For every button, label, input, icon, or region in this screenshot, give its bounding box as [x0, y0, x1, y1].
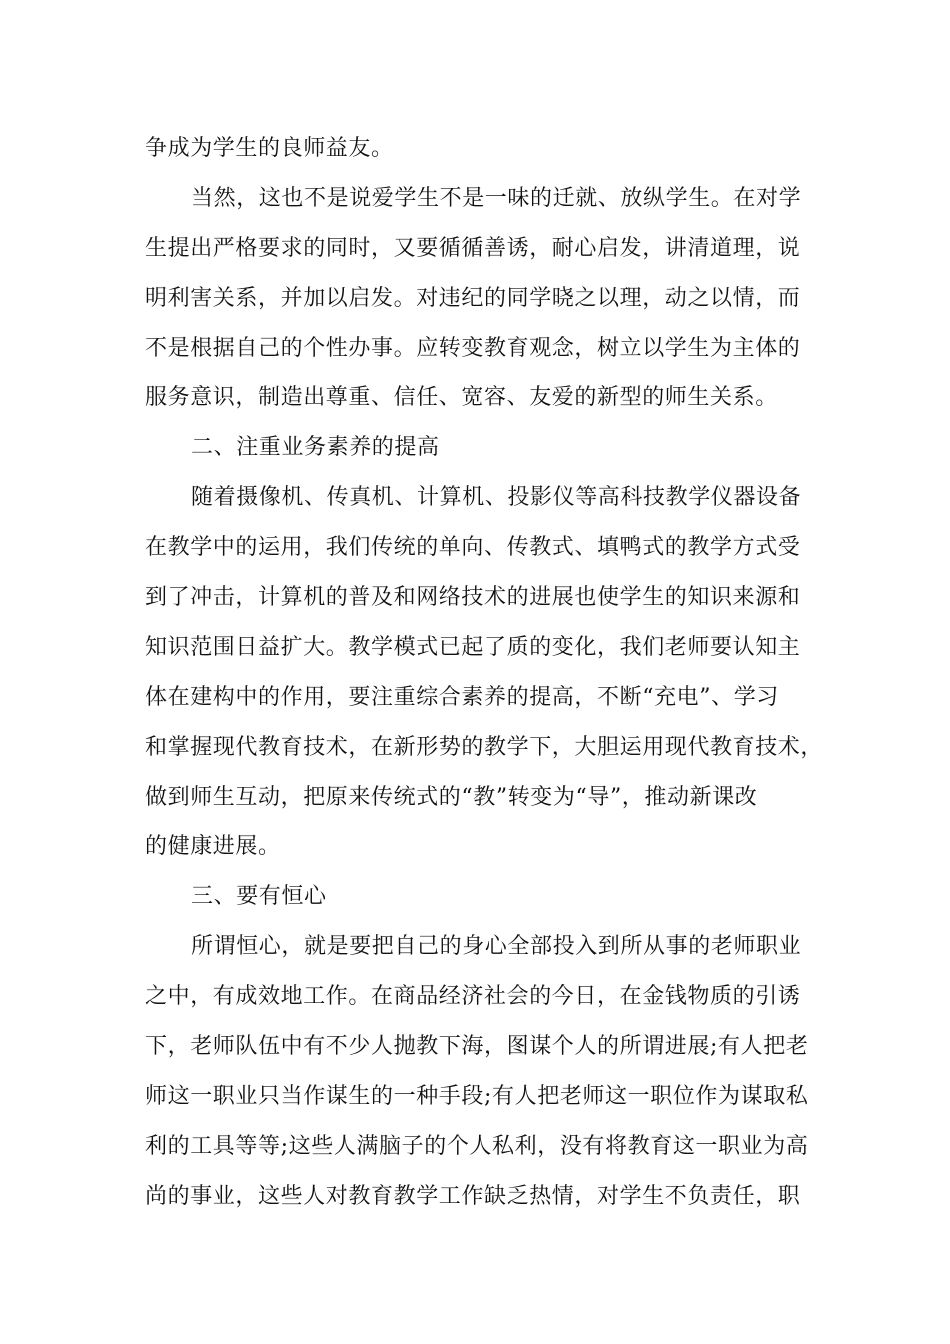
- text-line: 三、要有恒心: [191, 884, 327, 910]
- text-line: 随着摄像机、传真机、计算机、投影仪等高科技教学仪器设备: [191, 485, 802, 511]
- text-line: 当然，这也不是说爱学生不是一味的迁就、放纵学生。在对学: [191, 185, 802, 211]
- text-line: 不是根据自己的个性办事。应转变教育观念，树立以学生为主体的: [145, 335, 801, 361]
- text-line: 争成为学生的良师益友。: [145, 136, 394, 161]
- text-line: 服务意识，制造出尊重、信任、宽容、友爱的新型的师生关系。: [145, 385, 778, 411]
- text-line: 明利害关系，并加以启发。对违纪的同学晓之以理，动之以情，而: [145, 285, 801, 311]
- text-line: 所谓恒心，就是要把自己的身心全部投入到所从事的老师职业: [191, 934, 802, 960]
- text-line: 的健康进展。: [145, 834, 281, 860]
- text-line: 到了冲击，计算机的普及和网络技术的进展也使学生的知识来源和: [145, 585, 801, 611]
- text-line: 生提出严格要求的同时，又要循循善诱，耐心启发，讲清道理，说: [145, 235, 801, 261]
- document-body: [145, 124, 835, 1222]
- text-line: 在教学中的运用，我们传统的单向、传教式、填鸭式的教学方式受: [145, 535, 801, 561]
- text-line: 和掌握现代教育技术，在新形势的教学下，大胆运用现代教育技术，: [145, 734, 824, 760]
- text-line: 体在建构中的作用，要注重综合素养的提高，不断“充电”、学习: [145, 684, 779, 710]
- text-line: 尚的事业，这些人对教育教学工作缺乏热情，对学生不负责任，职: [145, 1183, 801, 1209]
- text-line: 做到师生互动，把原来传统式的“教”转变为“导”，推动新课改: [145, 784, 758, 810]
- text-line: 师这一职业只当作谋生的一种手段;有人把老师这一职位作为谋取私: [145, 1083, 809, 1109]
- text-line: 下，老师队伍中有不少人抛教下海，图谋个人的所谓进展;有人把老: [145, 1034, 809, 1060]
- text-line: 知识范围日益扩大。教学模式已起了质的变化，我们老师要认知主: [145, 634, 801, 660]
- text-line: 二、注重业务素养的提高: [191, 435, 440, 461]
- text-line: 之中，有成效地工作。在商品经济社会的今日，在金钱物质的引诱: [145, 984, 801, 1010]
- text-line: 利的工具等等;这些人满脑子的个人私利，没有将教育这一职业为高: [145, 1133, 809, 1159]
